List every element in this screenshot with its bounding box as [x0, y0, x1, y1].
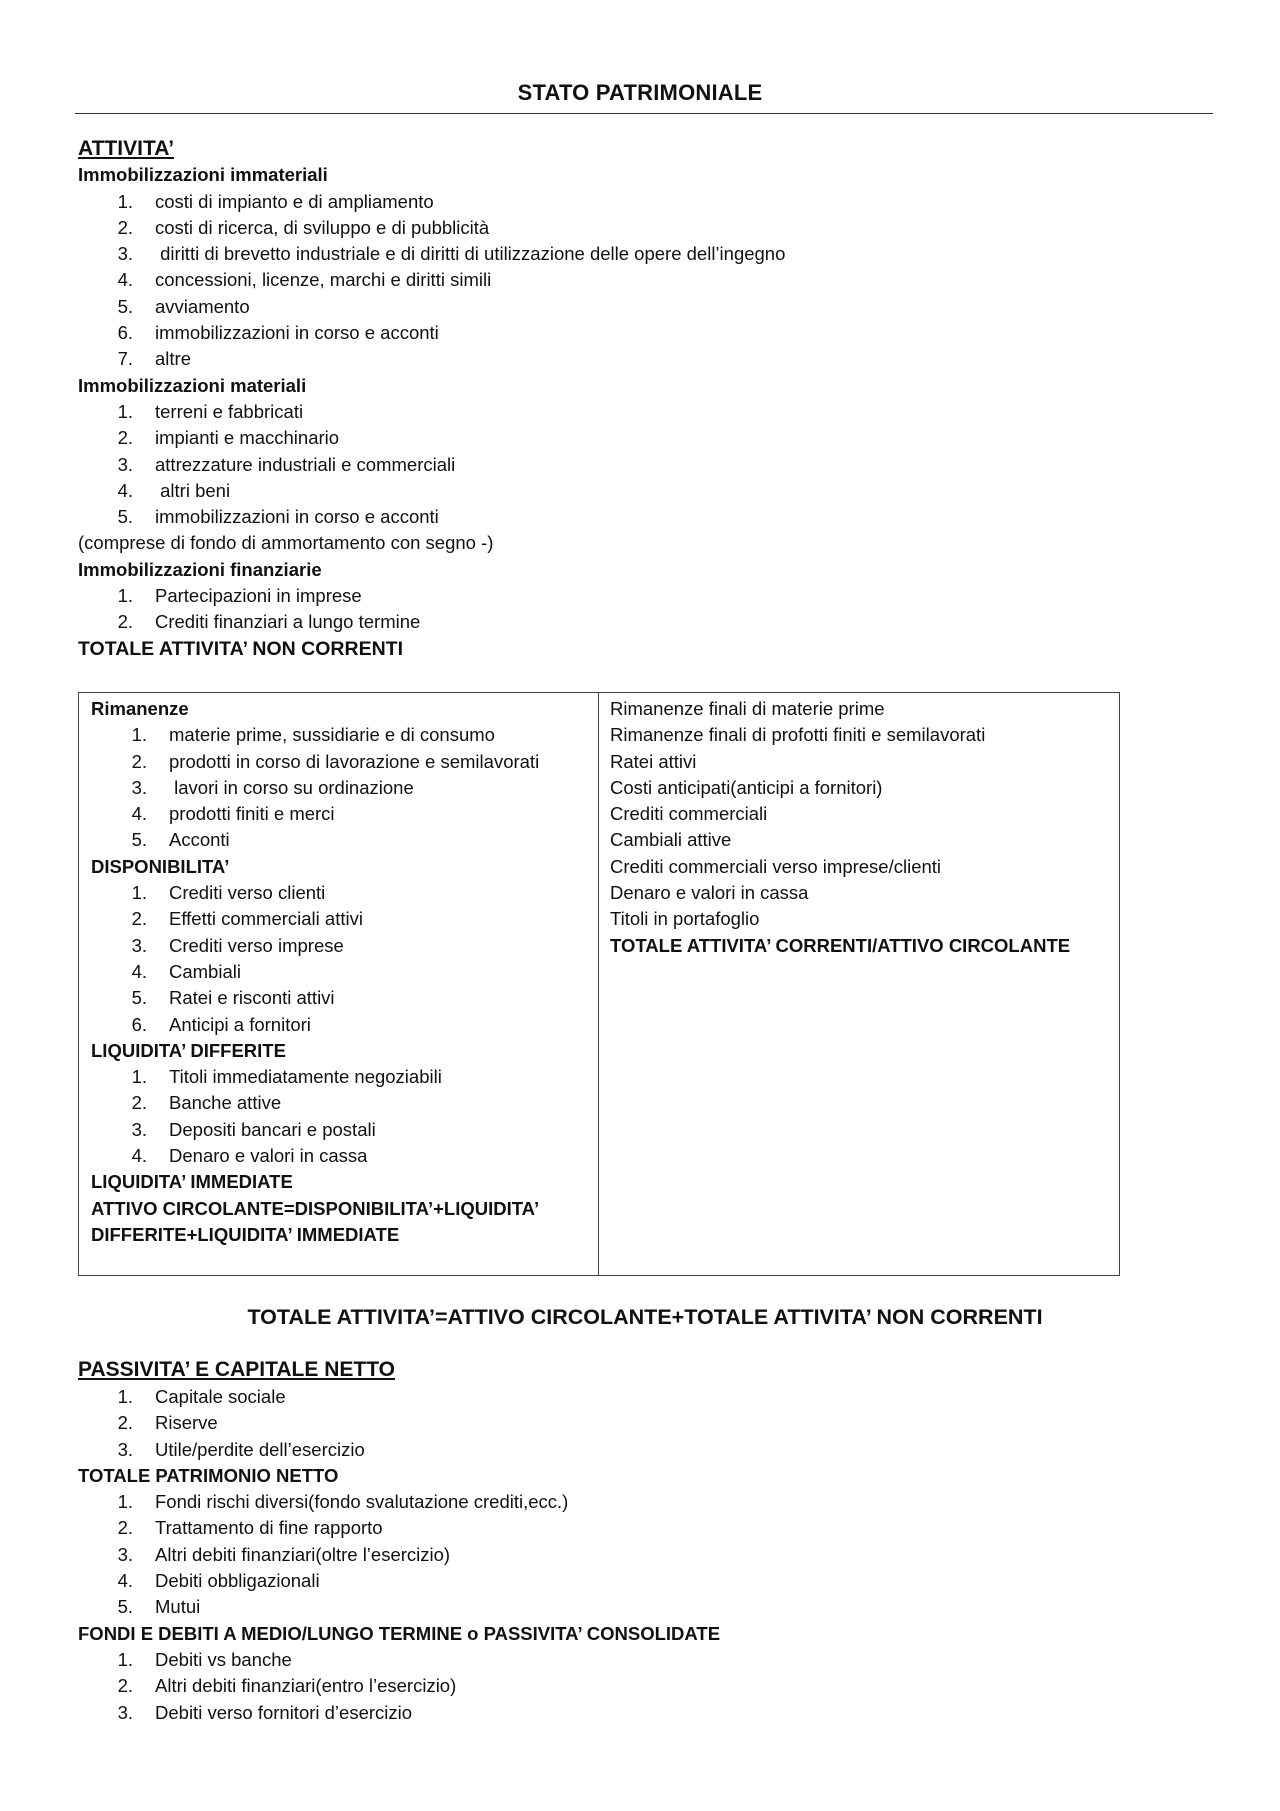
- attivo-circolante-formula-1: ATTIVO CIRCOLANTE=DISPONIBILITA’+LIQUIDITA’: [91, 1197, 540, 1219]
- list-item-number: 4.: [117, 269, 133, 291]
- list-item-number: 4.: [131, 1145, 147, 1167]
- list-item-text: attrezzature industriali e commerciali: [155, 453, 456, 475]
- list-item-number: 1.: [131, 882, 147, 904]
- list-item-number: 1.: [117, 190, 133, 212]
- list-item: [78, 583, 785, 609]
- list-item: [91, 933, 598, 959]
- rimanenze-heading: Rimanenze: [91, 698, 189, 719]
- list-item-text: Crediti finanziari a lungo termine: [155, 611, 421, 633]
- list-item: [78, 1489, 720, 1515]
- totale-passivita-consolidate: FONDI E DEBITI A MEDIO/LUNGO TERMINE o PASSIVITA’ CONSOLIDATE: [78, 1622, 721, 1644]
- list-item-text: immobilizzazioni in corso e acconti: [155, 322, 439, 344]
- list-item: [91, 1012, 598, 1038]
- list-item: [91, 722, 598, 748]
- list-item: [91, 959, 598, 985]
- list-item-number: 1.: [131, 724, 147, 746]
- list-item-text: prodotti finiti e merci: [169, 803, 335, 825]
- consolidate-list: [78, 1489, 720, 1620]
- list-item-text: terreni e fabbricati: [155, 400, 304, 422]
- list-item: [91, 827, 598, 853]
- list-item-text: Crediti verso clienti: [169, 882, 326, 904]
- passivita-section: [78, 1355, 720, 1726]
- list-item: Costi anticipati(anticipi a fornitori): [610, 776, 883, 798]
- list-item: Rimanenze finali di materie prime: [610, 698, 885, 719]
- materiali-heading: Immobilizzazioni materiali: [78, 374, 307, 396]
- list-item: [91, 906, 598, 932]
- materiali-list: [78, 399, 785, 530]
- list-item: [78, 320, 785, 346]
- list-item: [78, 425, 785, 451]
- list-item-number: 5.: [131, 829, 147, 851]
- list-item-number: 1.: [117, 1648, 133, 1670]
- list-item-text: Trattamento di fine rapporto: [155, 1517, 383, 1539]
- list-item: [78, 215, 785, 241]
- list-item-number: 3.: [117, 1701, 133, 1723]
- list-item: Cambiali attive: [610, 829, 732, 851]
- page-title: STATO PATRIMONIALE: [517, 80, 763, 105]
- list-item-number: 2.: [117, 427, 133, 449]
- list-item-number: 4.: [117, 479, 133, 501]
- list-item: [78, 1542, 720, 1568]
- list-item-text: lavori in corso su ordinazione: [169, 776, 414, 798]
- list-item: [78, 346, 785, 372]
- table-right-cell: [599, 693, 1119, 1275]
- list-item-text: Debiti verso fornitori d’esercizio: [155, 1701, 413, 1723]
- list-item-text: materie prime, sussidiarie e di consumo: [169, 724, 495, 746]
- list-item: [78, 504, 785, 530]
- list-item: Crediti commerciali verso imprese/clienti: [610, 855, 942, 877]
- list-item-number: 3.: [117, 1543, 133, 1565]
- immateriali-list: [78, 189, 785, 373]
- list-item: [78, 399, 785, 425]
- list-item: [78, 478, 785, 504]
- list-item: [78, 1647, 720, 1673]
- list-item-number: 2.: [117, 1675, 133, 1697]
- list-item-text: costi di impianto e di ampliamento: [155, 190, 434, 212]
- table-left-cell: [79, 693, 599, 1275]
- list-item-text: Debiti obbligazionali: [155, 1570, 320, 1592]
- list-item-text: Ratei e risconti attivi: [169, 987, 335, 1009]
- list-item-number: 2.: [117, 611, 133, 633]
- list-item-text: Effetti commerciali attivi: [169, 908, 363, 930]
- list-item-text: diritti di brevetto industriale e di diritti di utilizzazione delle opere dell’ingegno: [155, 243, 786, 265]
- list-item-number: 2.: [131, 1092, 147, 1114]
- list-item-text: Altri debiti finanziari(entro l’esercizio): [155, 1675, 457, 1697]
- list-item-number: 4.: [131, 960, 147, 982]
- list-item-number: 2.: [131, 750, 147, 772]
- list-item: [78, 1594, 720, 1620]
- list-item-number: 5.: [117, 295, 133, 317]
- list-item-number: 3.: [117, 1438, 133, 1460]
- list-item-number: 3.: [131, 776, 147, 798]
- totale-patrimonio-netto: TOTALE PATRIMONIO NETTO: [78, 1464, 339, 1486]
- list-item-text: Debiti vs banche: [155, 1648, 292, 1670]
- finanziarie-list: [78, 583, 785, 636]
- list-item-number: 5.: [117, 1596, 133, 1618]
- list-item-text: Capitale sociale: [155, 1386, 286, 1407]
- list-item: Denaro e valori in cassa: [610, 882, 809, 904]
- list-item-text: Titoli immediatamente negoziabili: [169, 1066, 442, 1088]
- list-item: [78, 1437, 720, 1463]
- totale-attivita-correnti: TOTALE ATTIVITA’ CORRENTI/ATTIVO CIRCOLANTE: [610, 934, 1071, 956]
- list-item-text: Fondi rischi diversi(fondo svalutazione crediti,ecc.): [155, 1491, 569, 1513]
- netto-list: [78, 1384, 720, 1463]
- finanziarie-heading: Immobilizzazioni finanziarie: [78, 558, 322, 580]
- list-item: [78, 1384, 720, 1410]
- liquidita-differite-list: [91, 1064, 598, 1169]
- list-item: [91, 1064, 598, 1090]
- list-item: [78, 294, 785, 320]
- list-item: [78, 1515, 720, 1541]
- immateriali-heading: Immobilizzazioni immateriali: [78, 164, 328, 186]
- list-item-number: 2.: [117, 1517, 133, 1539]
- list-item-text: prodotti in corso di lavorazione e semilavorati: [169, 750, 540, 772]
- liquidita-immediate-heading: LIQUIDITA’ IMMEDIATE: [91, 1171, 293, 1193]
- list-item: [91, 985, 598, 1011]
- list-item-text: Riserve: [155, 1412, 218, 1434]
- list-item: [78, 267, 785, 293]
- list-item-number: 1.: [131, 1066, 147, 1088]
- list-item-text: costi di ricerca, di sviluppo e di pubblicità: [155, 216, 490, 238]
- list-item-text: Partecipazioni in imprese: [155, 585, 362, 607]
- liquidita-differite-heading: LIQUIDITA’ DIFFERITE: [91, 1039, 286, 1061]
- attivo-circolante-table: [78, 692, 1120, 1276]
- list-item: [78, 1700, 720, 1726]
- list-item: Ratei attivi: [610, 750, 697, 772]
- list-item-text: Cambiali: [169, 960, 241, 982]
- list-item: [91, 749, 598, 775]
- list-item-number: 1.: [117, 585, 133, 607]
- list-item-text: Anticipi a fornitori: [169, 1013, 311, 1035]
- list-item-number: 2.: [117, 1412, 133, 1434]
- list-item: [78, 452, 785, 478]
- list-item: [91, 1090, 598, 1116]
- list-item-number: 3.: [131, 934, 147, 956]
- list-item: [78, 1673, 720, 1699]
- list-item-text: Depositi bancari e postali: [169, 1118, 376, 1140]
- list-item: [78, 189, 785, 215]
- list-item-number: 1.: [117, 1491, 133, 1513]
- list-item: [91, 775, 598, 801]
- list-item-number: 5.: [131, 987, 147, 1009]
- list-item-text: Crediti verso imprese: [169, 934, 344, 956]
- list-item-number: 2.: [131, 908, 147, 930]
- list-item-number: 5.: [117, 506, 133, 528]
- list-item-text: altre: [155, 348, 191, 370]
- list-item-number: 1.: [117, 1386, 133, 1407]
- list-item-number: 4.: [117, 1570, 133, 1592]
- list-item: [91, 1117, 598, 1143]
- list-item: Crediti commerciali: [610, 803, 768, 825]
- list-item-number: 6.: [131, 1013, 147, 1035]
- list-item-text: immobilizzazioni in corso e acconti: [155, 506, 439, 528]
- list-item-text: Acconti: [169, 829, 230, 851]
- list-item-text: Altri debiti finanziari(oltre l’esercizio): [155, 1543, 451, 1565]
- attivita-heading: ATTIVITA’: [78, 137, 175, 160]
- list-item: [78, 609, 785, 635]
- totale-non-correnti: TOTALE ATTIVITA’ NON CORRENTI: [78, 637, 403, 660]
- list-item-text: Banche attive: [169, 1092, 282, 1114]
- list-item-number: 1.: [117, 400, 133, 422]
- list-item-text: Denaro e valori in cassa: [169, 1145, 368, 1167]
- list-item: [78, 1568, 720, 1594]
- list-item-number: 3.: [117, 243, 133, 265]
- list-item-number: 3.: [117, 453, 133, 475]
- attivo-circolante-formula-2: DIFFERITE+LIQUIDITA’ IMMEDIATE: [91, 1223, 400, 1245]
- list-item: Rimanenze finali di profotti finiti e semilavorati: [610, 724, 986, 746]
- attivita-section: [78, 136, 785, 662]
- list-item: [78, 1410, 720, 1436]
- right-lines-list: [610, 696, 1119, 933]
- list-item-text: Mutui: [155, 1596, 201, 1618]
- list-item-text: altri beni: [155, 479, 231, 501]
- title-divider: [75, 113, 1213, 114]
- list-item-number: 7.: [117, 348, 133, 370]
- list-item-number: 2.: [117, 216, 133, 238]
- list-item-number: 4.: [131, 803, 147, 825]
- list-item: [91, 880, 598, 906]
- disponibilita-heading: DISPONIBILITA’: [91, 855, 230, 877]
- totale-attivita-formula: TOTALE ATTIVITA’=ATTIVO CIRCOLANTE+TOTALE ATTIVITA’ NON CORRENTI: [247, 1305, 1043, 1329]
- list-item-text: Utile/perdite dell’esercizio: [155, 1438, 365, 1460]
- list-item-text: concessioni, licenze, marchi e diritti simili: [155, 269, 492, 291]
- list-item: [78, 241, 785, 267]
- list-item-number: 6.: [117, 322, 133, 344]
- list-item-number: 3.: [131, 1118, 147, 1140]
- list-item: [91, 1143, 598, 1169]
- list-item: Titoli in portafoglio: [610, 908, 760, 930]
- list-item: [91, 801, 598, 827]
- disponibilita-list: [91, 880, 598, 1038]
- list-item-text: impianti e macchinario: [155, 427, 340, 449]
- materiali-note: (comprese di fondo di ammortamento con segno -): [78, 532, 494, 554]
- passivita-heading: PASSIVITA’ E CAPITALE NETTO: [78, 1358, 395, 1381]
- correnti-list: [78, 1647, 720, 1726]
- rimanenze-list: [91, 722, 598, 853]
- list-item-text: avviamento: [155, 295, 250, 317]
